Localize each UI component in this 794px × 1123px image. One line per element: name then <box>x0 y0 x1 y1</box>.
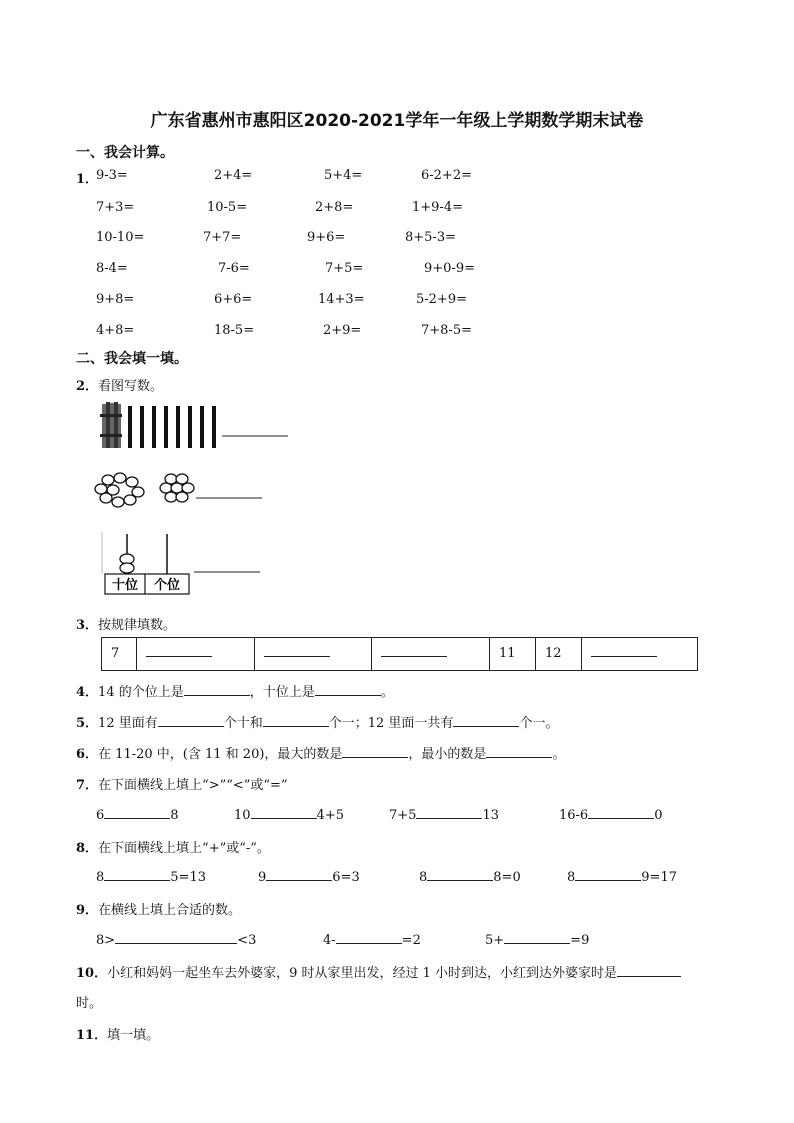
operator-item: 8 9=17 <box>567 870 677 885</box>
calc-item: 4+8= <box>96 323 135 338</box>
question-3 <box>76 614 176 633</box>
calc-item: 9+6= <box>307 230 346 245</box>
fill-number-row <box>0 931 794 949</box>
question-10 <box>76 962 681 981</box>
abacus-illustration <box>100 530 265 596</box>
question-text: ，最小的数是 <box>408 747 487 762</box>
calc-item: 7-6= <box>218 261 250 276</box>
answer-blank[interactable] <box>251 806 317 819</box>
calc-item: 14+3= <box>318 292 365 307</box>
question-5 <box>76 712 558 731</box>
question-10-continued: 时。 <box>76 996 103 1011</box>
answer-blank[interactable] <box>416 806 482 819</box>
calc-item: 2+4= <box>214 168 253 183</box>
calc-row-3 <box>0 230 794 248</box>
compare-item: 16-6 0 <box>559 808 663 823</box>
sticks-illustration <box>100 400 290 450</box>
fill-number-item: 8> <3 <box>96 933 257 948</box>
pattern-table <box>101 637 698 671</box>
ones-label: 个位 <box>153 578 181 593</box>
operator-item: 8 5=13 <box>96 870 206 885</box>
question-text: 个一；12 里面一共有 <box>328 716 454 731</box>
question-text: 。 <box>380 685 394 700</box>
pattern-cell: 12 <box>536 638 582 670</box>
calc-item: 7+5= <box>325 261 364 276</box>
answer-blank[interactable] <box>342 745 408 758</box>
answer-blank[interactable] <box>504 931 570 944</box>
calc-row-2 <box>0 200 794 218</box>
page-title: 广东省惠州市惠阳区2020-2021学年一年级上学期数学期末试卷 <box>150 111 644 131</box>
pattern-cell[interactable] <box>255 638 372 670</box>
question-2-text: 看图写数。 <box>98 379 164 394</box>
calc-row-4 <box>0 261 794 279</box>
question-text: 12 里面有 <box>98 716 158 731</box>
section-heading-1: 一、我会计算。 <box>76 145 174 161</box>
pattern-cell: 11 <box>490 638 536 670</box>
question-number-10: 10． <box>76 966 108 981</box>
calc-item: 8+5-3= <box>405 230 456 245</box>
question-text: 个十和 <box>223 716 263 731</box>
calc-item: 9+0-9= <box>424 261 475 276</box>
answer-blank[interactable] <box>486 745 552 758</box>
calc-item: 2+8= <box>315 200 354 215</box>
question-text: 在 11-20 中，(含 11 和 20)，最大的数是 <box>98 747 343 762</box>
question-text: 填一填。 <box>107 1028 160 1043</box>
calc-item: 10-5= <box>207 200 248 215</box>
answer-blank[interactable] <box>575 868 641 881</box>
question-6 <box>76 743 565 762</box>
answer-blank[interactable] <box>115 931 237 944</box>
answer-blank[interactable] <box>263 714 329 727</box>
answer-blank[interactable] <box>315 683 381 696</box>
question-2 <box>76 375 163 394</box>
calc-row-1 <box>0 168 794 186</box>
question-number-1: 1． <box>76 172 99 187</box>
question-number-9: 9． <box>76 903 99 918</box>
calc-item: 6+6= <box>214 292 253 307</box>
operator-item: 9 6=3 <box>258 870 360 885</box>
answer-blank[interactable] <box>184 683 250 696</box>
calc-item: 5+4= <box>324 168 363 183</box>
single-sticks-icon <box>128 406 216 448</box>
question-number-3: 3． <box>76 618 99 633</box>
pattern-cell[interactable] <box>372 638 490 670</box>
answer-blank[interactable] <box>104 806 170 819</box>
calc-item: 7+8-5= <box>421 323 472 338</box>
tens-label: 十位 <box>111 578 139 593</box>
calc-item: 7+7= <box>203 230 242 245</box>
calc-item: 2+9= <box>323 323 362 338</box>
pattern-cell[interactable] <box>582 638 697 670</box>
beads-illustration <box>96 472 266 512</box>
question-9 <box>76 899 241 918</box>
question-7 <box>76 774 288 793</box>
calc-item: 5-2+9= <box>416 292 467 307</box>
calc-row-6 <box>0 323 794 341</box>
fill-number-item: 5+ =9 <box>485 933 590 948</box>
question-text: 在下面横线上填上“+”或“-”。 <box>98 841 270 856</box>
question-3-text: 按规律填数。 <box>98 618 177 633</box>
pattern-cell: 7 <box>102 638 137 670</box>
question-number-11: 11． <box>76 1028 108 1043</box>
question-text: 小红和妈妈一起坐车去外婆家，9 时从家里出发，经过 1 小时到达，小红到达外婆家时是 <box>107 966 618 981</box>
question-number-2: 2． <box>76 379 99 394</box>
calc-item: 8-4= <box>96 261 128 276</box>
calc-row-5 <box>0 292 794 310</box>
calc-item: 18-5= <box>214 323 255 338</box>
stick-bundle-icon <box>100 402 122 448</box>
question-number-7: 7． <box>76 778 99 793</box>
answer-blank[interactable] <box>104 868 170 881</box>
calc-item: 7+3= <box>96 200 135 215</box>
answer-blank[interactable] <box>588 806 654 819</box>
answer-blank[interactable] <box>453 714 519 727</box>
compare-row <box>0 806 794 824</box>
pattern-cell[interactable] <box>137 638 255 670</box>
answer-blank[interactable] <box>158 714 224 727</box>
compare-item: 6 8 <box>96 808 179 823</box>
question-text: 。 <box>552 747 566 762</box>
question-text: 个一。 <box>519 716 559 731</box>
answer-blank[interactable] <box>336 931 402 944</box>
answer-blank[interactable] <box>266 868 332 881</box>
question-number-8: 8． <box>76 841 99 856</box>
question-number-6: 6． <box>76 747 99 762</box>
answer-blank[interactable] <box>617 964 681 977</box>
section-heading-2: 二、我会填一填。 <box>76 351 188 367</box>
calc-item: 10-10= <box>96 230 145 245</box>
bead-cluster-icon <box>160 474 194 502</box>
question-8 <box>76 837 270 856</box>
calc-item: 1+9-4= <box>412 200 463 215</box>
compare-item: 10 4+5 <box>234 808 344 823</box>
question-4 <box>76 681 394 700</box>
question-text: ，十位上是 <box>249 685 315 700</box>
operator-row <box>0 868 794 886</box>
question-11 <box>76 1024 159 1043</box>
bead-ring-icon <box>95 473 144 507</box>
operator-item: 8 8=0 <box>419 870 521 885</box>
answer-blank[interactable] <box>427 868 493 881</box>
question-text: 14 的个位上是 <box>98 685 184 700</box>
question-text: 在横线上填上合适的数。 <box>98 903 242 918</box>
question-number-4: 4． <box>76 685 99 700</box>
compare-item: 7+5 13 <box>389 808 499 823</box>
question-text: 在下面横线上填上“>”“<”或“=” <box>98 778 288 793</box>
calc-item: 9-3= <box>96 168 128 183</box>
abacus-bead-icon <box>120 554 134 573</box>
fill-number-item: 4- =2 <box>323 933 421 948</box>
calc-item: 6-2+2= <box>421 168 472 183</box>
question-number-5: 5． <box>76 716 99 731</box>
calc-item: 9+8= <box>96 292 135 307</box>
